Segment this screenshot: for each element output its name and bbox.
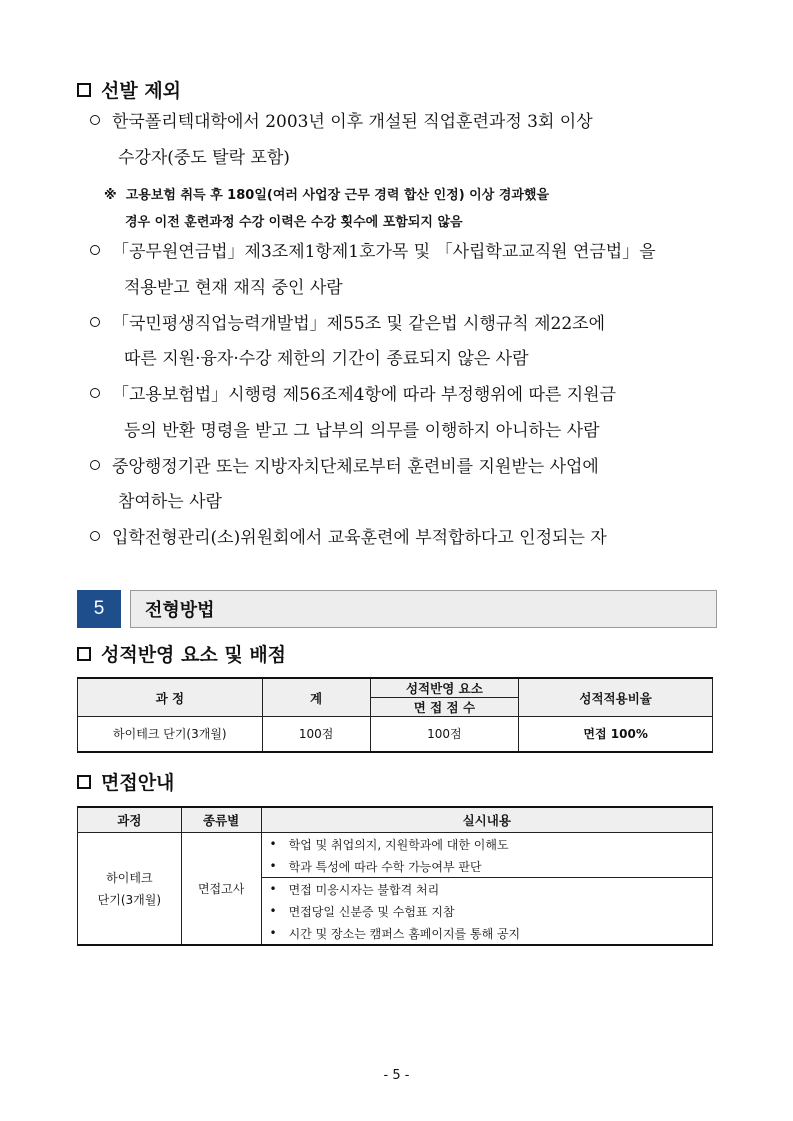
list-item — [262, 922, 712, 944]
exclusion-item-text: 「국민평생직업능력개발법」제55조 및 같은법 시행규칙 제22조에 — [112, 314, 606, 334]
exclusion-item-2-line-1 — [90, 244, 656, 261]
exclusion-item-3-line-2: 따른 지원·융자·수강 제한의 기간이 종료되지 않은 사람 — [124, 349, 529, 369]
section-number-badge: 5 — [77, 590, 121, 628]
header-type: 종류별 — [181, 807, 261, 833]
cell-course: 하이테크 단기(3개월) — [78, 717, 263, 752]
bullet-dot-icon: • — [269, 859, 277, 873]
bullet-dot-icon: • — [269, 926, 277, 940]
note-text: 고용보험 취득 후 180일(여러 사업장 근무 경력 합산 인정) 이상 경과했을 — [125, 188, 550, 203]
header-element: 성적반영 요소 — [370, 678, 519, 698]
interview-title-text: 면접안내 — [101, 772, 175, 794]
header-total: 계 — [262, 678, 370, 717]
circle-bullet-icon — [90, 531, 100, 541]
exclusion-item-5-line-2: 참여하는 사람 — [118, 492, 222, 512]
detail-text: 면접당일 신분증 및 수험표 지참 — [288, 904, 455, 919]
details-group-2 — [262, 878, 712, 944]
cell-course — [78, 833, 182, 946]
exclusion-note-line-2: 경우 이전 훈련과정 수강 이력은 수강 횟수에 포함되지 않음 — [125, 215, 463, 230]
bullet-dot-icon: • — [269, 882, 277, 896]
header-course: 과 정 — [78, 678, 263, 717]
header-content: 실시내용 — [261, 807, 712, 833]
checkbox-square-icon — [77, 647, 91, 661]
exclusion-item-3-line-1 — [90, 316, 605, 333]
exclusion-item-2-line-2: 적용받고 현재 재직 중인 사람 — [124, 278, 343, 298]
list-item — [262, 900, 712, 922]
exclusion-item-1-line-1 — [90, 114, 593, 131]
exclusion-item-4-line-1 — [90, 387, 616, 404]
header-course: 과정 — [78, 807, 182, 833]
list-item — [262, 855, 712, 877]
course-line-1: 하이테크 — [106, 870, 153, 885]
page-number: - 5 - — [383, 1068, 410, 1083]
exclusion-item-5-line-1 — [90, 459, 599, 476]
detail-text: 면접 미응시자는 불합격 처리 — [288, 882, 440, 897]
cell-ratio: 면접 100% — [519, 717, 713, 752]
exclusion-item-text: 한국폴리텍대학에서 2003년 이후 개설된 직업훈련과정 3회 이상 — [112, 112, 593, 132]
cell-interview: 100점 — [370, 717, 519, 752]
list-item — [262, 833, 712, 855]
note-mark: ※ — [104, 188, 117, 203]
section-heading-text: 전형방법 — [145, 600, 215, 621]
circle-bullet-icon — [90, 317, 100, 327]
exclusion-item-1-line-2: 수강자(중도 탈락 포함) — [118, 148, 290, 168]
exclusion-section-title — [77, 76, 181, 103]
detail-text: 학과 특성에 따라 수학 가능여부 판단 — [288, 859, 482, 874]
cell-type: 면접고사 — [181, 833, 261, 946]
exclusion-item-text: 중앙행정기관 또는 지방자치단체로부터 훈련비를 지원받는 사업에 — [112, 457, 599, 477]
exclusion-item-6-line-1 — [90, 530, 607, 547]
detail-text: 시간 및 장소는 캠퍼스 홈페이지를 통해 공지 — [288, 926, 521, 941]
header-interview-score: 면 접 점 수 — [370, 698, 519, 717]
checkbox-square-icon — [77, 83, 91, 97]
interview-section-title — [77, 768, 174, 795]
table-row — [78, 717, 713, 752]
circle-bullet-icon — [90, 245, 100, 255]
bullet-dot-icon: • — [269, 837, 277, 851]
list-item — [262, 878, 712, 900]
interview-table — [77, 806, 713, 946]
circle-bullet-icon — [90, 388, 100, 398]
scoring-table — [77, 677, 713, 753]
section-heading-bar — [130, 590, 717, 628]
details-group-1 — [262, 833, 712, 878]
exclusion-item-text: 「고용보험법」시행령 제56조제4항에 따라 부정행위에 따른 지원금 — [112, 385, 617, 405]
exclusion-item-text: 입학전형관리(소)위원회에서 교육훈련에 부적합하다고 인정되는 자 — [112, 528, 607, 548]
exclusion-title-text: 선발 제외 — [101, 80, 182, 102]
exclusion-item-4-line-2: 등의 반환 명령을 받고 그 납부의 의무를 이행하지 아니하는 사람 — [124, 421, 600, 441]
header-ratio: 성적적용비율 — [519, 678, 713, 717]
course-line-2: 단기(3개월) — [97, 892, 162, 907]
detail-text: 학업 및 취업의지, 지원학과에 대한 이해도 — [288, 837, 509, 852]
table-header-row — [78, 807, 713, 833]
table-header-row — [78, 678, 713, 698]
exclusion-note-line-1 — [104, 184, 549, 203]
exclusion-item-text: 「공무원연금법」제3조제1항제1호가목 및 「사립학교교직원 연금법」을 — [112, 242, 656, 262]
checkbox-square-icon — [77, 775, 91, 789]
circle-bullet-icon — [90, 115, 100, 125]
cell-total: 100점 — [262, 717, 370, 752]
scoring-title-text: 성적반영 요소 및 배점 — [101, 644, 287, 666]
scoring-section-title — [77, 640, 286, 667]
bullet-dot-icon: • — [269, 904, 277, 918]
cell-details — [261, 833, 712, 946]
table-row — [78, 833, 713, 946]
circle-bullet-icon — [90, 460, 100, 470]
